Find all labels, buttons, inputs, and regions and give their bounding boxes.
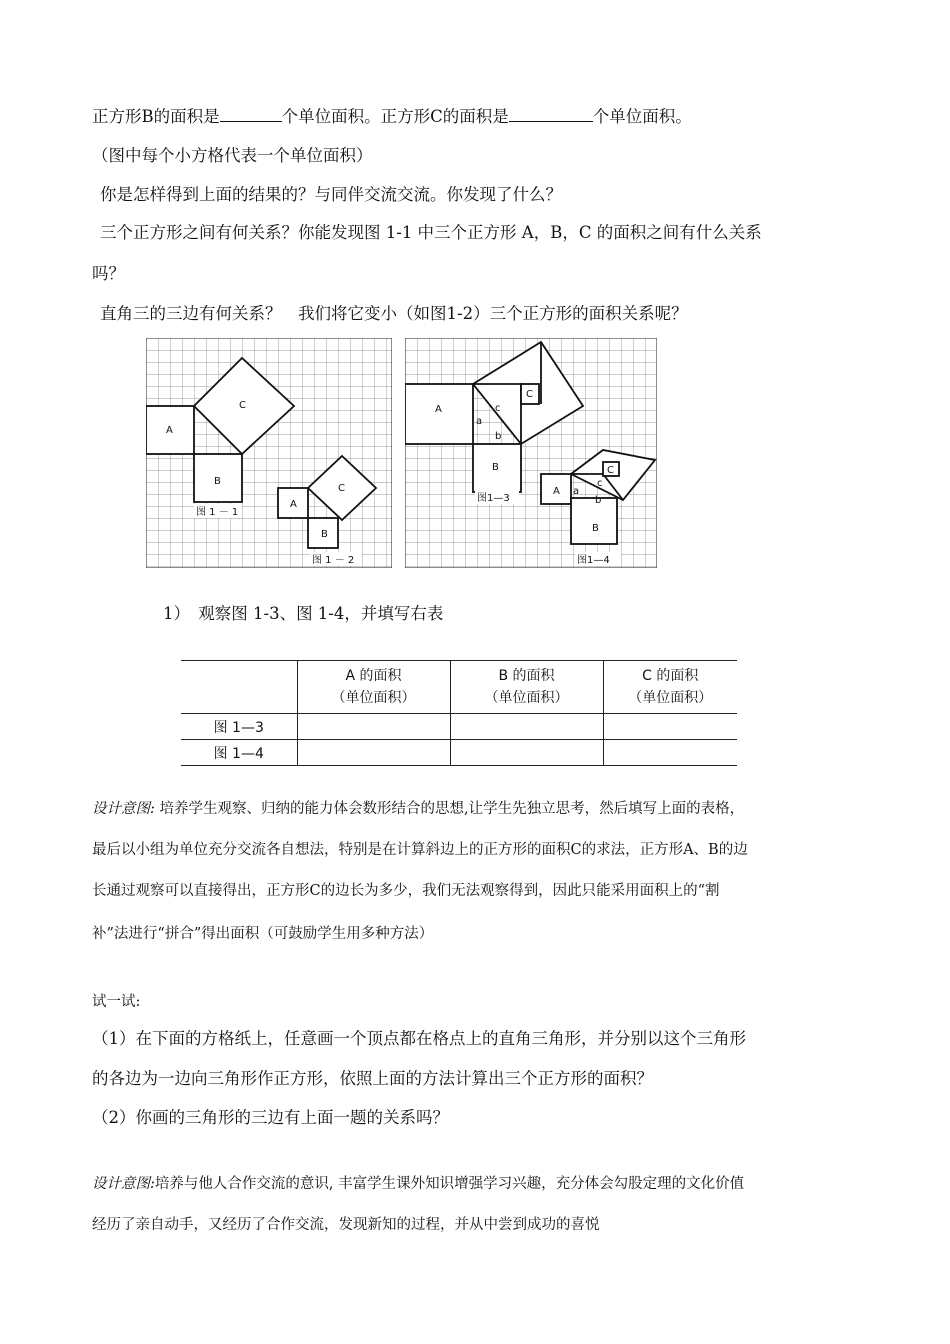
figure-grid-1-3-1-4 bbox=[405, 338, 657, 568]
label-a2: A bbox=[290, 499, 297, 510]
design-intent-1-line3: 长通过观察可以直接得出，正方形C的边长为多少，我们无法观察得到，因此只能采用面积上的“割 bbox=[92, 883, 720, 899]
header-a: A 的面积 （单位面积） bbox=[297, 661, 450, 714]
question-sides: 直角三的三边有何关系？ 我们将它变小（如图1-2）三个正方形的面积关系呢？ bbox=[100, 304, 688, 323]
blank-area-c[interactable] bbox=[509, 104, 593, 122]
figure-grid-1-1-1-2 bbox=[146, 338, 392, 568]
label-side-b: b bbox=[495, 431, 502, 442]
design-intent-1-line2: 最后以小组为单位充分交流各自想法，特别是在计算斜边上的正方形的面积C的求法，正方形A、B的边 bbox=[92, 842, 748, 858]
design-intent-2-line1: 设计意图:培养与他人合作交流的意识, 丰富学生课外知识增强学习兴趣，充分体会勾股定理的文化价值 bbox=[92, 1176, 745, 1192]
text-unit: 个单位面积。 bbox=[592, 107, 692, 126]
caption-fig1-3: 图1—3 bbox=[477, 493, 510, 504]
header-c: C 的面积 （单位面积） bbox=[603, 661, 737, 714]
label-side-b2: b bbox=[595, 495, 602, 506]
label-side-a2: a bbox=[573, 486, 580, 497]
cell-b[interactable] bbox=[450, 740, 603, 766]
cell-c[interactable] bbox=[603, 714, 737, 740]
label-a: A bbox=[166, 425, 173, 436]
try-title: 试一试: bbox=[92, 994, 141, 1010]
table-row bbox=[181, 740, 737, 766]
caption-fig1-1: 图 1 － 1 bbox=[196, 507, 239, 518]
cell-c[interactable] bbox=[603, 740, 737, 766]
text-square-b: 正方形B的面积是 bbox=[92, 107, 220, 126]
caption-fig1-2: 图 1 － 2 bbox=[312, 555, 355, 566]
caption-fig1-4: 图1—4 bbox=[577, 555, 610, 566]
label-c-inner: C bbox=[526, 389, 533, 400]
square-b-fig1-4 bbox=[571, 498, 617, 544]
cell-a[interactable] bbox=[297, 714, 450, 740]
area-table bbox=[181, 660, 737, 766]
label-a2: A bbox=[553, 486, 560, 497]
row-label: 图 1—4 bbox=[181, 740, 297, 766]
design-intent-1-line4: 补”法进行“拼合”得出面积（可鼓励学生用多种方法） bbox=[92, 926, 434, 942]
row-label: 图 1—3 bbox=[181, 714, 297, 740]
question-relation-end: 吗？ bbox=[92, 264, 125, 283]
label-b2: B bbox=[321, 529, 328, 540]
question-how: 你是怎样得到上面的结果的？与同伴交流交流。你发现了什么？ bbox=[100, 185, 562, 204]
cell-a[interactable] bbox=[297, 740, 450, 766]
design-intent-2-line2: 经历了亲自动手，又经历了合作交流，发现新知的过程，并从中尝到成功的喜悦 bbox=[92, 1217, 600, 1233]
table-header-row bbox=[181, 661, 737, 714]
text-square-c: 个单位面积。正方形C的面积是 bbox=[281, 107, 509, 126]
cell-b[interactable] bbox=[450, 714, 603, 740]
label-b: B bbox=[492, 462, 499, 473]
design-intent-label: 设计意图: bbox=[92, 1176, 155, 1192]
label-b2: B bbox=[592, 523, 599, 534]
blank-area-b[interactable] bbox=[220, 104, 282, 122]
design-intent-label: 设计意图: bbox=[92, 801, 155, 817]
label-side-c2: c bbox=[597, 478, 603, 489]
try-item-1: （1）在下面的方格纸上，任意画一个顶点都在格点上的直角三角形，并分别以这个三角形 bbox=[92, 1029, 746, 1048]
label-b: B bbox=[214, 476, 221, 487]
label-a: A bbox=[435, 404, 442, 415]
line-area-question bbox=[92, 103, 692, 127]
observe-instruction: 1） 观察图 1-3、图 1-4，并填写右表 bbox=[163, 604, 444, 623]
table-row bbox=[181, 714, 737, 740]
header-empty bbox=[181, 661, 297, 714]
label-c2-inner: C bbox=[607, 465, 614, 476]
try-item-1-cont: 的各边为一边向三角形作正方形，依照上面的方法计算出三个正方形的面积？ bbox=[92, 1069, 653, 1088]
label-c: C bbox=[239, 400, 246, 411]
question-relation: 三个正方形之间有何关系？你能发现图 1-1 中三个正方形 A，B，C 的面积之间有什么关系 bbox=[100, 223, 762, 242]
try-item-2: （2）你画的三角形的三边有上面一题的关系吗？ bbox=[92, 1108, 449, 1127]
design-intent-1-line1: 设计意图: 培养学生观察、归纳的能力体会数形结合的思想,让学生先独立思考，然后填写上面的表格， bbox=[92, 801, 745, 817]
header-b: B 的面积 （单位面积） bbox=[450, 661, 603, 714]
label-c2: C bbox=[338, 483, 345, 494]
label-side-c: c bbox=[495, 403, 501, 414]
unit-note: （图中每个小方格代表一个单位面积） bbox=[92, 146, 373, 165]
label-side-a: a bbox=[476, 416, 483, 427]
